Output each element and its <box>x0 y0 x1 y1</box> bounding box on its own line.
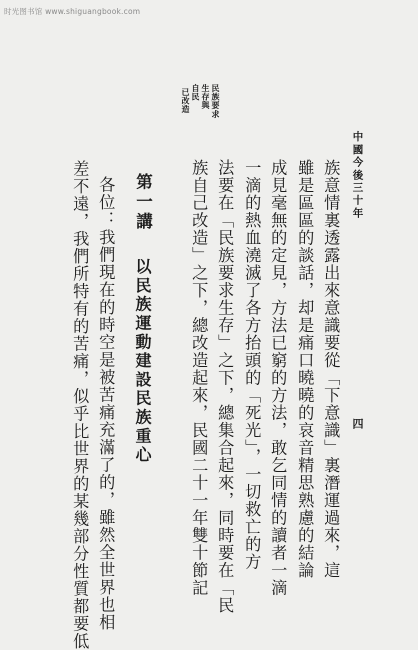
series-label-line: 已改造 <box>181 88 191 114</box>
lecture-heading: 第一講 <box>133 173 153 233</box>
text-column: 族自己改造」之下，總改造起來，民國二十一年雙十節記 <box>189 159 209 597</box>
text-column: 雖是區區的談話，却是痛口曉曉的哀音精思熟慮的結論 <box>295 159 315 579</box>
text-column: 成見毫無的定見，方法已窮的方法，敢乞同情的讀者一滴 <box>268 159 288 597</box>
text-column: 各位：我們現在的時空是被苦痛充滿了的，雖然全世界也相 <box>96 176 116 631</box>
running-title: 中國今後三十年 <box>351 131 364 220</box>
watermark-text: 时光图书馆 www.shiguangbook.com <box>4 7 141 16</box>
series-label-line: 生存與 <box>201 84 211 110</box>
series-label-line: 自民 <box>191 84 201 102</box>
series-label-line: 民族要求 <box>211 84 221 119</box>
page-number: 四 <box>351 418 364 429</box>
text-column: 差不遠，我們所特有的苦痛，似乎比世界的某幾部分性質都要低 <box>70 160 90 650</box>
text-column: 一滴的熱血澆滅了各方抬頭的「死光」，一切救亡的方 <box>242 159 262 571</box>
lecture-title: 以民族運動建設民族重心 <box>133 258 152 465</box>
text-column: 族意情裏透露出來意識要從「下意識」裏潛運過來，這 <box>321 159 341 579</box>
text-column: 法要在「民族要求生存」之下，總集合起來，同時要在「民 <box>215 159 235 614</box>
